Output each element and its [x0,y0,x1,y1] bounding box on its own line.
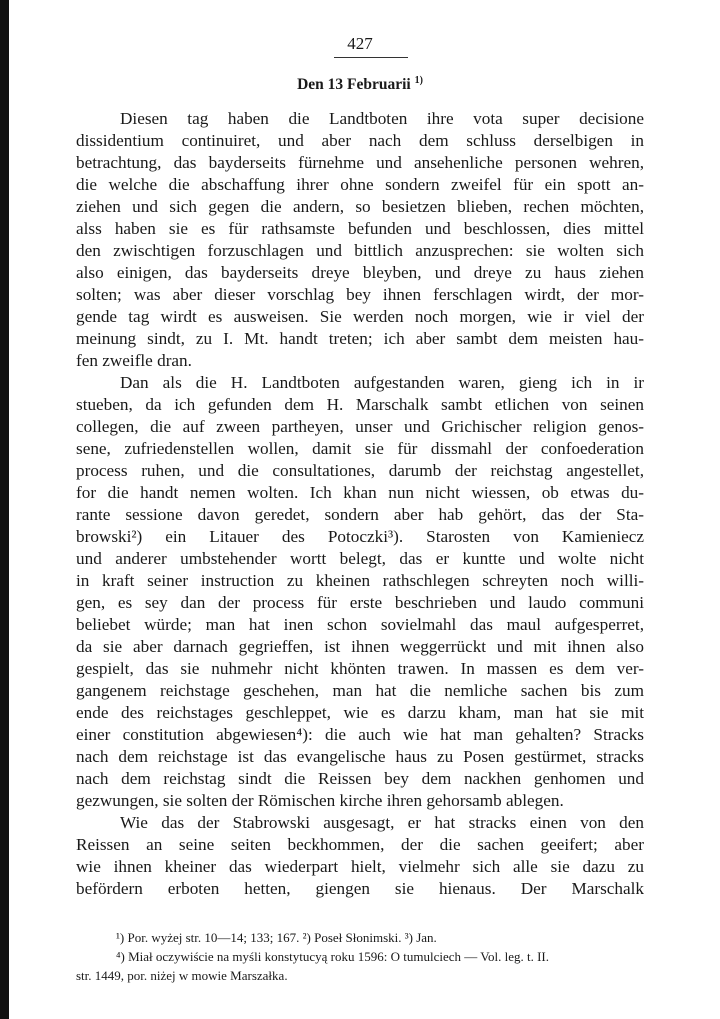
body-line: nach dem reichstage ist das evangelische haus zu Posen gestürmet, stracks [76,747,644,766]
body-text [76,108,644,900]
heading-text: Den 13 Februarii [297,76,411,93]
body-line: Wie das der Stabrowski ausgesagt, er hat stracks einen von den [120,813,644,832]
body-line: gespielt, das sie nuhmehr nicht khönten trawen. In massen es dem ver- [76,659,644,678]
footnotes [76,928,646,985]
body-line: sene, zufriedenstellen wollen, damit sie für dissmahl der confoederation [76,439,644,458]
body-line: ziehen und sich gegen die andern, so besietzen blieben, rechen möchten, [76,197,644,216]
body-line: rante sessione davon geredet, sondern aber hab gehört, das der Sta- [76,505,644,524]
body-line: befördern erboten hetten, giengen sie hienaus. Der Marschalk [76,879,644,898]
section-heading [0,76,720,94]
body-line: dissidentium continuiret, und aber nach dem schluss derselbigen in [76,131,644,150]
body-line: Dan als die H. Landtboten aufgestanden waren, gieng ich in ir [120,373,644,392]
body-line: und anderer umbstehender wortt belegt, das er kuntte und wolte nicht [76,549,644,568]
body-line: stueben, da ich gefunden dem H. Marschalk sambt etlichen von seinen [76,395,644,414]
body-line: da sie aber darnach gegrieffen, ist ihnen weggerrückt und mit ihnen also [76,637,644,656]
body-line: wie ihnen kheiner das wiederpart hielt, vielmehr sich alle sie dazu zu [76,857,644,876]
body-line: ende des reichstages geschleppet, wie es darzu kham, man hat sie mit [76,703,644,722]
heading-footnote-mark: 1) [414,74,423,86]
body-line: die welche die abschaffung ihrer ohne sondern zweifel für ein spott an- [76,175,644,194]
body-line: process ruhen, und die consultationes, darumb der reichstag angestellet, [76,461,644,480]
body-line: den zwischtigen forzuschlagen und bittlich anzusprechen: sie wolten sich [76,241,644,260]
book-spine-edge [0,0,9,1019]
body-line: betrachtung, das bayderseits fürnehme und ansehenliche personen wehren, [76,153,644,172]
body-line: Diesen tag haben die Landtboten ihre vota super decisione [120,109,644,128]
body-line: einer constitution abgewiesen⁴): die auch wie hat man gehalten? Stracks [76,725,644,744]
body-line: browski²) ein Litauer des Potoczki³). Starosten von Kamieniecz [76,527,644,546]
page-number: 427 [347,34,373,53]
body-line: gende tag wirdt es ausweisen. Sie werden noch morgen, wie ir viel der [76,307,644,326]
body-line: gen, es sey dan der process für erste beschrieben und laudo communi [76,593,644,612]
body-line: beliebet würde; man hat inen schon sovielmahl das maul aufgesperret, [76,615,644,634]
body-line: gangenem reichstage geschehen, man hat die nemliche sachen bis zum [76,681,644,700]
body-line: also einigen, das bayderseits dreye bleyben, und dreye zu haus ziehen [76,263,644,282]
body-line: fen zweifle dran. [76,351,192,370]
page-number-rule [334,57,408,58]
footnote-line: ⁴) Miał oczywiście na myśli konstytucyą roku 1596: O tumulciech — Vol. leg. t. II. [116,949,549,964]
body-line: for die handt nemen wolten. Ich khan nun nicht wiessen, ob etwas du- [76,483,644,502]
body-line: Reissen an seine seiten beckhommen, der die sachen geeifert; aber [76,835,644,854]
footnote-line: ¹) Por. wyżej str. 10—14; 133; 167. ²) Poseł Słonimski. ³) Jan. [116,930,437,945]
body-line: gezwungen, sie solten der Römischen kirche ihren gehorsamb ablegen. [76,791,564,810]
body-line: in kraft seiner instruction zu kheinen rathschlegen schreyten noch willi- [76,571,644,590]
body-line: solten; was aber dieser vorschlag bey ihnen ferschlagen wirdt, der mor- [76,285,644,304]
body-line: alss haben sie es für rathsamste befunden und beschlossen, dies mittel [76,219,644,238]
footnote-line: str. 1449, por. niżej w mowie Marszałka. [76,968,288,983]
body-line: nach dem reichstag sindt die Reissen bey dem nackhen genhomen und [76,769,644,788]
body-line: collegen, die auf zween partheyen, unser und Grichischer religion genos- [76,417,644,436]
body-line: meinung sindt, zu I. Mt. handt treten; ich aber sambt dem meisten hau- [76,329,644,348]
